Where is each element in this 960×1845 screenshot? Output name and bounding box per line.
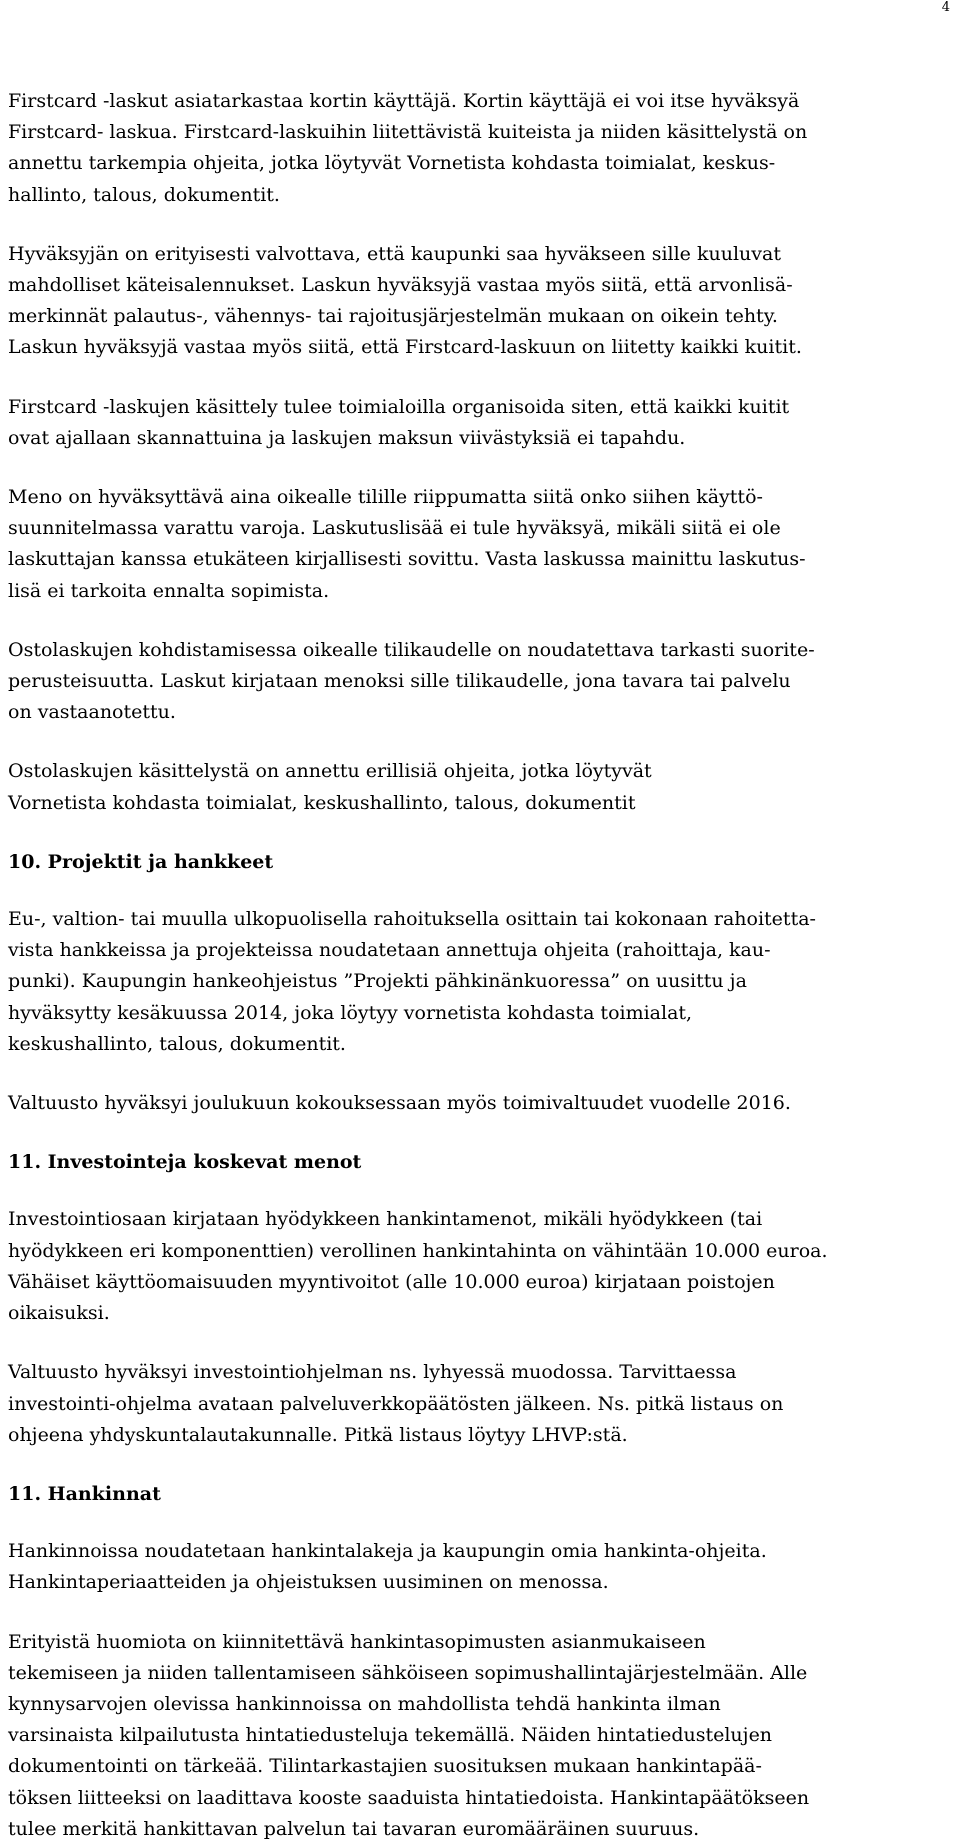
paragraph [8,1204,948,1329]
paragraph-line: Vähäiset käyttöomaisuuden myyntivoitot (alle 10.000 euroa) kirjataan poistojen [8,1270,775,1293]
paragraph-line: hallinto, talous, dokumentit. [8,183,280,206]
paragraph [8,1357,948,1451]
paragraph-line: Investointiosaan kirjataan hyödykkeen hankintamenot, mikäli hyödykkeen (tai [8,1208,763,1231]
paragraph-line: Ostolaskujen kohdistamisessa oikealle tilikaudelle on noudatettava tarkasti suorite- [8,638,815,661]
paragraph [8,86,948,211]
paragraph [8,392,948,454]
paragraph-line: perusteisuutta. Laskut kirjataan menoksi sille tilikaudelle, jona tavara tai palvelu [8,670,791,693]
paragraph-line: mahdolliset käteisalennukset. Laskun hyväksyjä vastaa myös siitä, että arvonlisä- [8,274,793,297]
paragraph-line: oikaisuksi. [8,1302,110,1325]
paragraph-line: kynnysarvojen olevissa hankinnoissa on mahdollista tehdä hankinta ilman [8,1692,721,1715]
paragraph-line: Eu-, valtion- tai muulla ulkopuolisella rahoituksella osittain tai kokonaan rahoitetta- [8,908,816,931]
document-body [8,86,948,1845]
paragraph-line: hyväksytty kesäkuussa 2014, joka löytyy vornetista kohdasta toimialat, [8,1001,693,1024]
heading-text: 10. Projektit ja hankkeet [8,850,274,873]
paragraph-line: Valtuusto hyväksyi joulukuun kokouksessaan myös toimivaltuudet vuodelle 2016. [8,1092,791,1115]
paragraph [8,239,948,364]
heading-text: 11. Hankinnat [8,1482,161,1505]
paragraph-line: Valtuusto hyväksyi investointiohjelman ns. lyhyessä muodossa. Tarvittaessa [8,1361,737,1384]
paragraph-line: Meno on hyväksyttävä aina oikealle tilille riippumatta siitä onko siihen käyttö- [8,486,763,509]
paragraph-line: Hankinnoissa noudatetaan hankintalakeja ja kaupungin omia hankinta-ohjeita. [8,1540,767,1563]
paragraph [8,1536,948,1598]
paragraph-line: Erityistä huomiota on kiinnitettävä hankintasopimusten asianmukaiseen [8,1630,706,1653]
paragraph-line: investointi-ohjelma avataan palveluverkkopäätösten jälkeen. Ns. pitkä listaus on [8,1392,784,1415]
section-heading [8,1479,948,1510]
paragraph [8,635,948,729]
paragraph-line: varsinaista kilpailutusta hintatiedusteluja tekemällä. Näiden hintatiedustelujen [8,1724,773,1747]
paragraph-line: keskushallinto, talous, dokumentit. [8,1032,346,1055]
paragraph-line: suunnitelmassa varattu varoja. Laskutuslisää ei tule hyväksyä, mikäli siitä ei ole [8,517,781,540]
paragraph [8,904,948,1060]
paragraph [8,1088,948,1119]
paragraph-line: töksen liitteeksi on laadittava kooste saaduista hintatiedoista. Hankintapäätökseen [8,1786,810,1809]
section-heading [8,1147,948,1178]
paragraph-line: lisä ei tarkoita ennalta sopimista. [8,579,330,602]
paragraph-line: annettu tarkempia ohjeita, jotka löytyvät Vornetista kohdasta toimialat, keskus- [8,152,776,175]
paragraph-line: punki). Kaupungin hankeohjeistus ”Projekti pähkinänkuoressa” on uusittu ja [8,970,747,993]
paragraph-line: dokumentointi on tärkeää. Tilintarkastajien suosituksen mukaan hankintapää- [8,1755,762,1778]
paragraph-line: Vornetista kohdasta toimialat, keskushallinto, talous, dokumentit [8,791,636,814]
paragraph-line: laskuttajan kanssa etukäteen kirjallisesti sovittu. Vasta laskussa mainittu laskutus- [8,548,806,571]
paragraph-line: Hankintaperiaatteiden ja ohjeistuksen uusiminen on menossa. [8,1571,609,1594]
heading-text: 11. Investointeja koskevat menot [8,1151,362,1174]
page-number: 4 [941,0,950,15]
paragraph-line: ohjeena yhdyskuntalautakunnalle. Pitkä listaus löytyy LHVP:stä. [8,1423,628,1446]
paragraph [8,756,948,818]
paragraph-line: Firstcard -laskujen käsittely tulee toimialoilla organisoida siten, että kaikki kuitit [8,395,790,418]
paragraph [8,482,948,607]
paragraph-line: hyödykkeen eri komponenttien) verollinen hankintahinta on vähintään 10.000 euroa. [8,1239,828,1262]
paragraph-line: Hyväksyjän on erityisesti valvottava, että kaupunki saa hyväkseen sille kuuluvat [8,242,781,265]
paragraph-line: merkinnät palautus-, vähennys- tai rajoitusjärjestelmän mukaan on oikein tehty. [8,305,778,328]
paragraph-line: Firstcard- laskua. Firstcard-laskuihin liitettävistä kuiteista ja niiden käsittelystä on [8,121,808,144]
paragraph-line: vista hankkeissa ja projekteissa noudatetaan annettuja ohjeita (rahoittaja, kau- [8,939,771,962]
paragraph-line: Firstcard -laskut asiatarkastaa kortin käyttäjä. Kortin käyttäjä ei voi itse hyväksyä [8,90,800,112]
paragraph-line: ovat ajallaan skannattuina ja laskujen maksun viivästyksiä ei tapahdu. [8,426,686,449]
paragraph-line: on vastaanotettu. [8,701,176,724]
section-heading [8,847,948,878]
paragraph-line: tulee merkitä hankittavan palvelun tai tavaran euromääräinen suuruus. [8,1817,700,1840]
paragraph-line: Laskun hyväksyjä vastaa myös siitä, että Firstcard-laskuun on liitetty kaikki kuitit. [8,336,802,359]
paragraph-line: tekemiseen ja niiden tallentamiseen sähköiseen sopimushallintajärjestelmään. Alle [8,1661,808,1684]
paragraph-line: Ostolaskujen käsittelystä on annettu erillisiä ohjeita, jotka löytyvät [8,760,652,783]
